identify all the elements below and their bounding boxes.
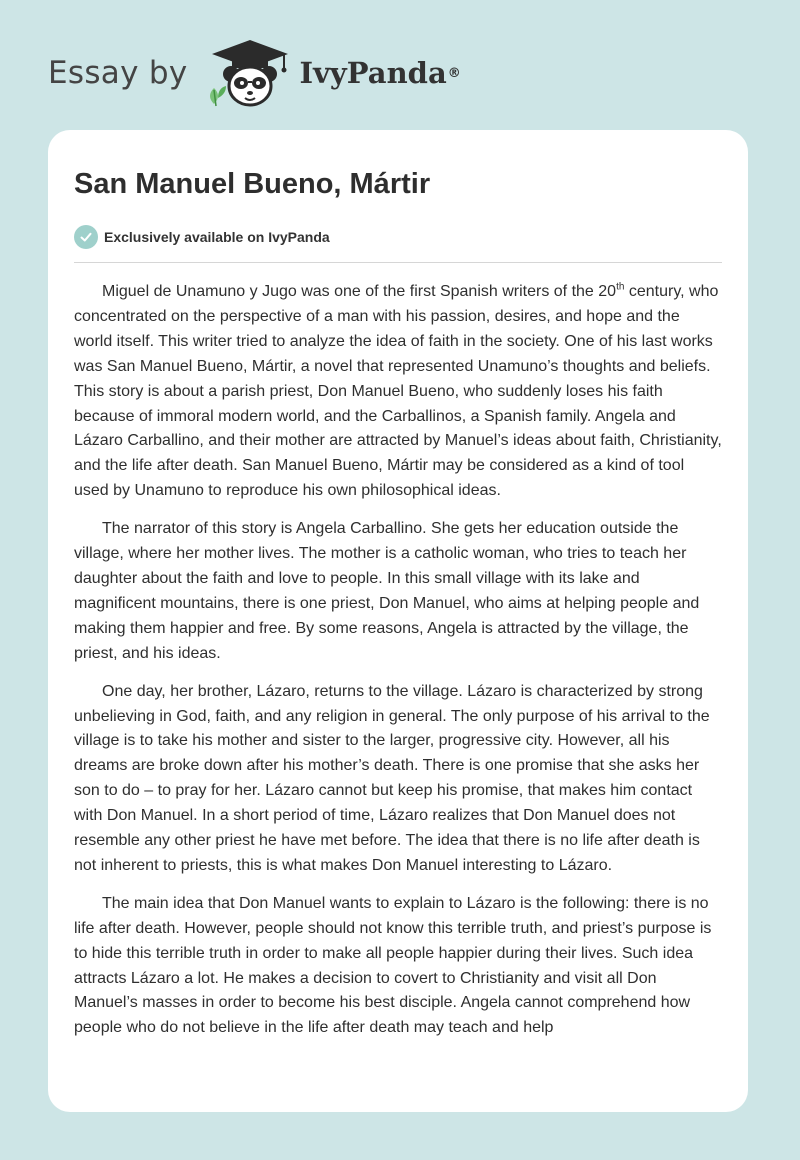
paragraph-1	[74, 280, 722, 504]
check-circle-icon	[74, 225, 98, 249]
brand-prefix: Essay by	[48, 55, 188, 91]
paragraph-3: One day, her brother, Lázaro, returns to the village. Lázaro is characterized by strong unbelieving in God, faith, and any religion in general. The only purpose of his arrival to the village is to take his mother and sister to the larger, progressive city. However, all his dreams are broke down after his mother’s death. There is one promise that she asks her son to do – to pray for her. Lázaro cannot but keep his promise, that makes him contact with Don Manuel. In a short period of time, Lázaro realizes that Don Manuel does not resemble any other priest he have met before. The idea that there is no life after death is not inherent to priests, this is what makes Don Manuel interesting to Lázaro.	[74, 682, 710, 874]
paragraph-1-text-start: Miguel de Unamuno y Jugo was one of the first Spanish writers of the 20	[102, 283, 617, 300]
registered-mark: ®	[447, 65, 461, 81]
essay-title: San Manuel Bueno, Mártir	[74, 168, 431, 200]
paragraph-2: The narrator of this story is Angela Carballino. She gets her education outside the village, where her mother lives. The mother is a catholic woman, who tries to teach her daughter about the faith and love to people. In this small village with its lake and magnificent mountains, there is one priest, Don Manuel, who aims at helping people and making them happier and free. By some reasons, Angela is attracted by the village, the priest, and his ideas.	[74, 520, 700, 662]
paragraph-1-text-end: century, who concentrated on the perspective of a man with his passion, desires, and hope and the world itself. This writer tried to analyze the idea of faith in the society. One of his last works was San Manuel Bueno, Mártir, a novel that represented Unamuno’s thoughts and beliefs. This story is about a parish priest, Don Manuel Bueno, who suddenly loses his faith because of immoral modern world, and the Carballinos, a Spanish family. Angela and Lázaro Carballino, and their mother are attracted by Manuel’s ideas about faith, Christianity, and the life after death. San Manuel Bueno, Mártir may be considered as a kind of tool used by Unamuno to reproduce his own philosophical ideas.	[74, 283, 722, 500]
essay-card	[48, 130, 748, 1112]
exclusive-badge-text: Exclusively available on IvyPanda	[104, 229, 330, 245]
panda-graduation-cap-icon	[204, 38, 300, 108]
exclusive-badge	[74, 225, 722, 249]
brand-header	[48, 38, 461, 108]
brand-name: IvyPanda	[299, 56, 447, 90]
title-divider	[74, 262, 722, 263]
paragraph-4: The main idea that Don Manuel wants to explain to Lázaro is the following: there is no life after death. However, people should not know this terrible truth, and priest’s purpose is to hide this terrible truth in order to make all people happier during their lives. Such idea attracts Lázaro a lot. He makes a decision to covert to Christianity and visit all Don Manuel’s masses in order to become his best disciple. Angela cannot comprehend how people who do not believe in the life after death may teach and help	[74, 894, 712, 1037]
superscript-th: th	[616, 281, 625, 293]
